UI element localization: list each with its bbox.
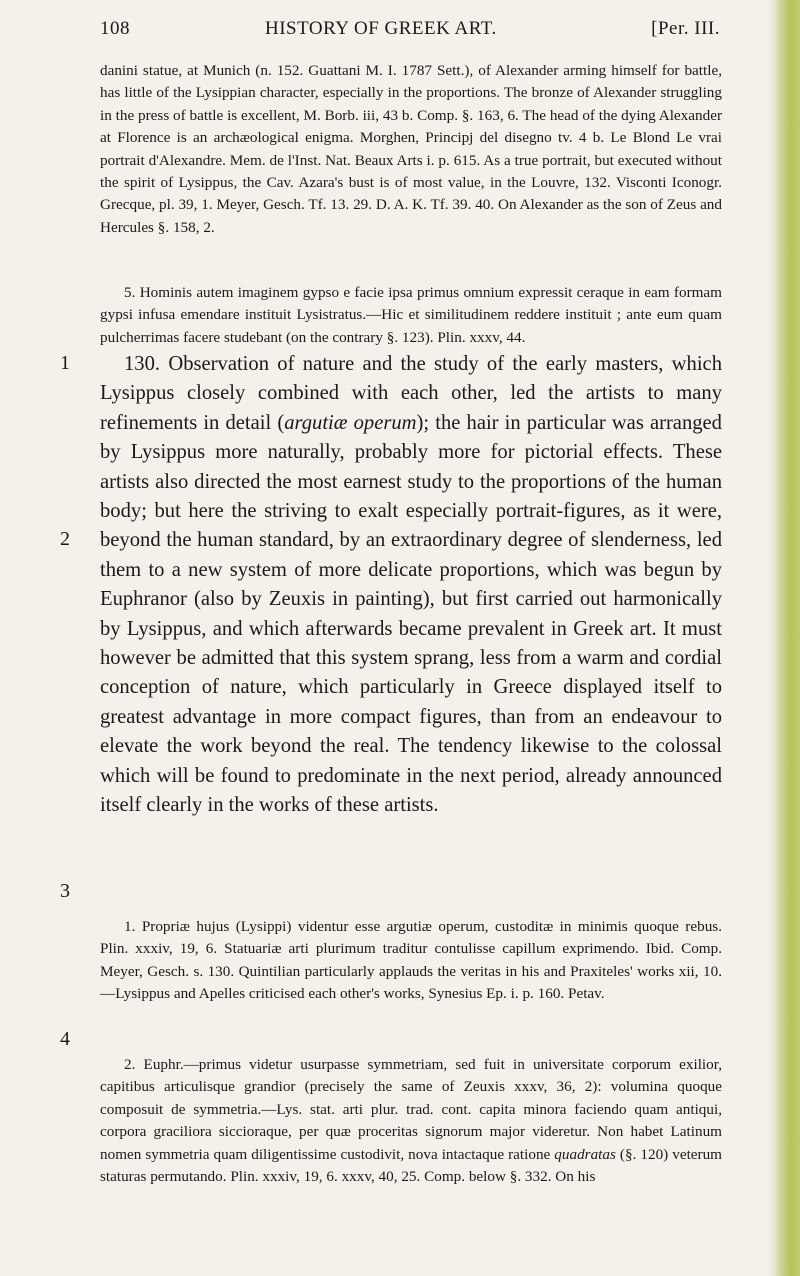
footnote-1-block — [100, 916, 722, 1006]
footnote-2-text-1: 2. Euphr.—primus videtur usurpasse symmetriam, sed fuit in universitate corporum exilior, capitibus articulisque grandior (precisely the same of Zeuxis xxxv, 36, 2): volumina quoque composuit de symmetria.—Lys. stat. arti plur. trad. cont. capita minora faciendo quam antiqui, corpora graciliora siccioraque, per quæ proceritas signorum major videretur. Non habet Latinum nomen symmetria quam diligentissime custodivit, nova intactaque ratione — [100, 1056, 722, 1163]
footnote-2 — [100, 1054, 722, 1188]
note-continued: danini statue, at Munich (n. 152. Guattani M. I. 1787 Sett.), of Alexander arming himself for battle, has little of the Lysippian character, especially in the proportions. The bronze of Alexander struggling in the press of battle is excellent, M. Borb. iii, 43 b. Comp. §. 163, 6. The head of the dying Alexander at Florence is an archæological enigma. Morghen, Principj del disegno tv. 4 b. Le Blond Le vrai portrait d'Alexandre. Mem. de l'Inst. Nat. Beaux Arts i. p. 615. As a true portrait, but executed without the spirit of Lysippus, the Cav. Azara's bust is of most value, in the Louvre, 132. Visconti Iconogr. Grecque, pl. 39, 1. Meyer, Gesch. Tf. 13. 29. D. A. K. Tf. 39. 40. On Alexander as the son of Zeus and Hercules §. 158, 2. — [100, 62, 722, 236]
period-label: [Per. III. — [651, 18, 720, 39]
margin-number-2: 2 — [60, 528, 70, 550]
footnote-2-text-2: (§. 120) veterum staturas permutando. Plin. xxxiv, 19, 6. xxxv, 40, 25. Comp. below §. 332. On his — [100, 1145, 722, 1186]
section-130 — [100, 350, 722, 821]
running-header — [100, 18, 720, 48]
page-edge — [768, 0, 800, 1276]
continued-note — [100, 60, 722, 239]
section-paragraph — [100, 350, 722, 821]
margin-number-3: 3 — [60, 880, 70, 902]
note-5: 5. Hominis autem imaginem gypso e facie ipsa primus omnium expressit ceraque in eam formam gypsi infusa emendare instituit Lysistratus.—Hic et similitudinem reddere instituit ; ante eum quam pulcherrimas facere studebant (on the contrary §. 123). Plin. xxxv, 44. — [100, 284, 722, 346]
footnote-2-italic: quadratas — [554, 1145, 616, 1163]
running-title: HISTORY OF GREEK ART. — [265, 18, 497, 39]
page-number: 108 — [100, 18, 130, 39]
section-text-1: 130. Observation of nature and the study of the early masters, which Lysippus closely combined with each other, led the artists to many refinements in detail ( — [100, 353, 722, 434]
section-italic: argutiæ operum — [284, 411, 417, 434]
footnote-2-block — [100, 1054, 722, 1188]
footnote-1: 1. Propriæ hujus (Lysippi) videntur esse argutiæ operum, custoditæ in minimis quoque rebus. Plin. xxxiv, 19, 6. Statuariæ arti plurimum traditur contulisse capillum exprimendo. Ibid. Comp. Meyer, Gesch. s. 130. Quintilian particularly applauds the veritas in his and Praxiteles' works xii, 10.—Lysippus and Apelles criticised each other's works, Synesius Ep. i. p. 160. Petav. — [100, 918, 722, 1003]
note-5-block — [100, 282, 722, 349]
margin-number-1: 1 — [60, 352, 70, 374]
margin-number-4: 4 — [60, 1028, 70, 1050]
section-text-2: ); the hair in particular was arranged by Lysippus more naturally, probably more for pictorial effects. These artists also directed the most earnest study to the proportions of the human body; but here the striving to exalt especially portrait-figures, as it were, beyond the human standard, by an extraordinary degree of slenderness, led them to a new system of more delicate proportions, which was begun by Euphranor (also by Zeuxis in painting), but first carried out harmonically by Lysippus, and which afterwards became prevalent in Greek art. It must however be admitted that this system sprang, less from a warm and cordial conception of nature, which particularly in Greece displayed itself to greatest advantage in more compact figures, than from an endeavour to elevate the work beyond the real. The tendency likewise to the colossal which will be found to predominate in the next period, already announced itself clearly in the works of these artists. — [100, 411, 722, 817]
